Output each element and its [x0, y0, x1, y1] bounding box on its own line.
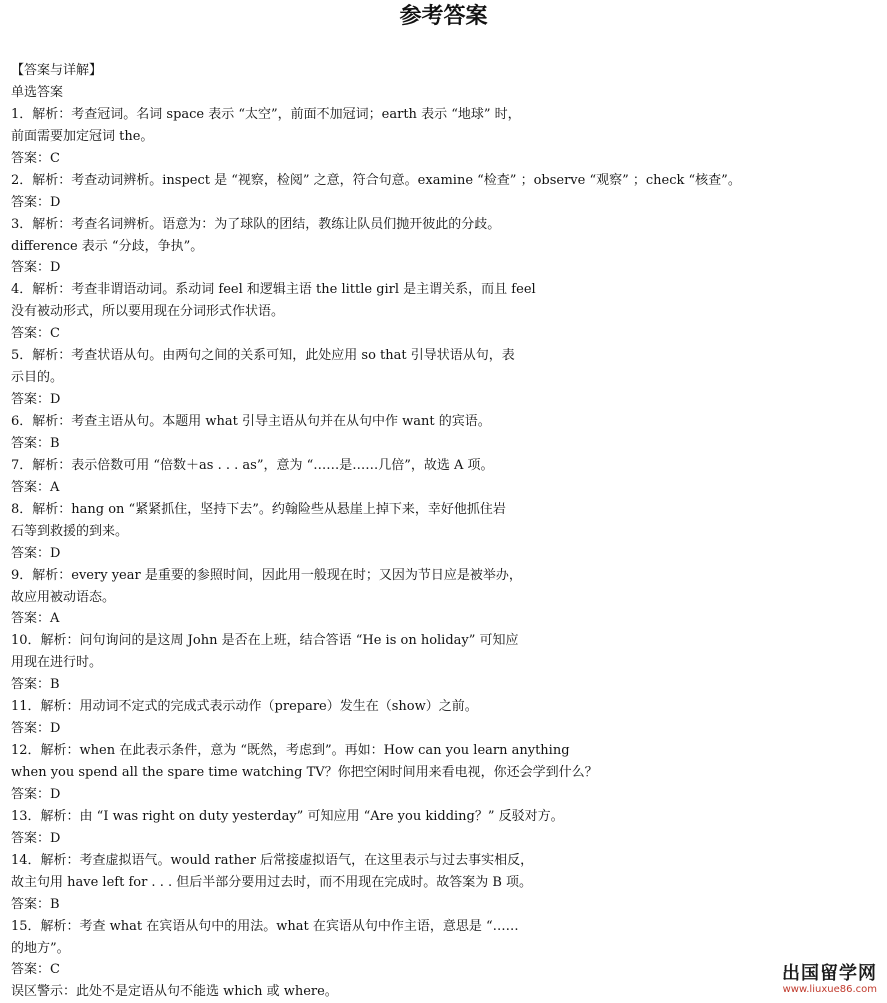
explanation-line: 14．解析：考查虚拟语气。would rather 后常接虚拟语气，在这里表示与过去事实相反，	[11, 852, 534, 868]
explanation-line: 6．解析：考查主语从句。本题用 what 引导主语从句并在从句中作 want 的宾语。	[11, 414, 491, 429]
watermark-url: www.liuxue86.com	[782, 984, 877, 995]
subsection-heading: 单选答案	[11, 84, 64, 100]
answer-line: 答案：D	[11, 194, 61, 210]
mistake-note: 误区警示：此处不是定语从句不能选 which 或 where。	[11, 984, 338, 1000]
answer-line: 答案：C	[11, 962, 60, 978]
explanation-line: 12．解析：when 在此表示条件，意为 “既然，考虑到”。再如：How can you learn anything	[11, 743, 570, 759]
explanation-line: 3．解析：考查名词辨析。语意为：为了球队的团结，教练让队员们抛开彼此的分歧。	[11, 216, 501, 232]
watermark-logo-text: 出国留学网	[782, 963, 877, 984]
answer-line: 答案：A	[11, 479, 60, 495]
explanation-line: 用现在进行时。	[11, 655, 103, 671]
explanation-line: 故主句用 have left for . . . 但后半部分要用过去时，而不用现在完成时。故答案为 B 项。	[11, 874, 533, 890]
explanation-line: 7．解析：表示倍数可用 “倍数＋as . . . as”，意为 “……是……几倍”，故选 A 项。	[11, 457, 494, 473]
answer-line: 答案：C	[11, 150, 60, 166]
answer-item	[11, 565, 881, 631]
answer-list	[11, 104, 881, 982]
explanation-line: 石等到救援的到来。	[11, 523, 129, 539]
explanation-line: difference 表示 “分歧，争执”。	[11, 238, 204, 254]
answer-document	[11, 60, 881, 1003]
answer-line: 答案：A	[11, 611, 60, 627]
answer-item	[11, 104, 881, 170]
explanation-line: 5．解析：考查状语从句。由两句之间的关系可知，此处应用 so that 引导状语从句，表	[11, 348, 515, 364]
explanation-line: when you spend all the spare time watching TV？你把空闲时间用来看电视，你还会学到什么？	[11, 765, 598, 780]
answer-line: 答案：B	[11, 435, 60, 451]
answer-line: 答案：D	[11, 392, 61, 408]
explanation-line: 前面需要加定冠词 the。	[11, 128, 154, 144]
answer-item	[11, 696, 881, 740]
answer-line: 答案：C	[11, 326, 60, 342]
answer-line: 答案：D	[11, 721, 61, 737]
answer-line: 答案：B	[11, 896, 60, 912]
explanation-line: 8．解析：hang on “紧紧抓住，坚持下去”。约翰险些从悬崖上掉下来，幸好他抓住岩	[11, 501, 506, 517]
explanation-line: 10．解析：问句询问的是这周 John 是否在上班，结合答语 “He is on holiday” 可知应	[11, 633, 519, 649]
answer-item	[11, 411, 881, 455]
explanation-line: 1．解析：考查冠词。名词 space 表示 “太空”，前面不加冠词；earth 表示 “地球” 时，	[11, 106, 521, 122]
page-title: 参考答案	[399, 3, 488, 29]
answer-item	[11, 806, 881, 850]
section-heading: 【答案与详解】	[11, 63, 103, 78]
explanation-line: 15．解析：考查 what 在宾语从句中的用法。what 在宾语从句中作主语，意思是 “……	[11, 918, 519, 934]
answer-item	[11, 214, 881, 280]
answer-item	[11, 740, 881, 806]
answer-line: 答案：D	[11, 786, 61, 802]
answer-item	[11, 850, 881, 916]
site-watermark	[727, 964, 877, 996]
explanation-line: 9．解析：every year 是重要的参照时间，因此用一般现在时；又因为节日应是被举办，	[11, 567, 522, 583]
answer-item	[11, 170, 881, 214]
explanation-line: 2．解析：考查动词辨析。inspect 是 “视察，检阅” 之意，符合句意。examine “检查” ；observe “观察” ；check “核查”。	[11, 172, 741, 188]
answer-item	[11, 279, 881, 345]
answer-line: 答案：D	[11, 830, 61, 846]
explanation-line: 示目的。	[11, 370, 64, 386]
explanation-line: 故应用被动语态。	[11, 589, 116, 605]
answer-item	[11, 345, 881, 411]
explanation-line: 11．解析：用动词不定式的完成式表示动作（prepare）发生在（show）之前。	[11, 699, 478, 715]
answer-item	[11, 455, 881, 499]
answer-line: 答案：D	[11, 545, 61, 561]
explanation-line: 4．解析：考查非谓语动词。系动词 feel 和逻辑主语 the little girl 是主谓关系，而且 feel	[11, 282, 536, 298]
answer-line: 答案：B	[11, 677, 60, 693]
answer-item	[11, 630, 881, 696]
explanation-line: 没有被动形式，所以要用现在分词形式作状语。	[11, 304, 285, 320]
explanation-line: 13．解析：由 “I was right on duty yesterday” 可知应用 “Are you kidding？” 反驳对方。	[11, 808, 564, 824]
explanation-line: 的地方”。	[11, 940, 70, 956]
answer-item	[11, 499, 881, 565]
answer-line: 答案：D	[11, 260, 61, 276]
